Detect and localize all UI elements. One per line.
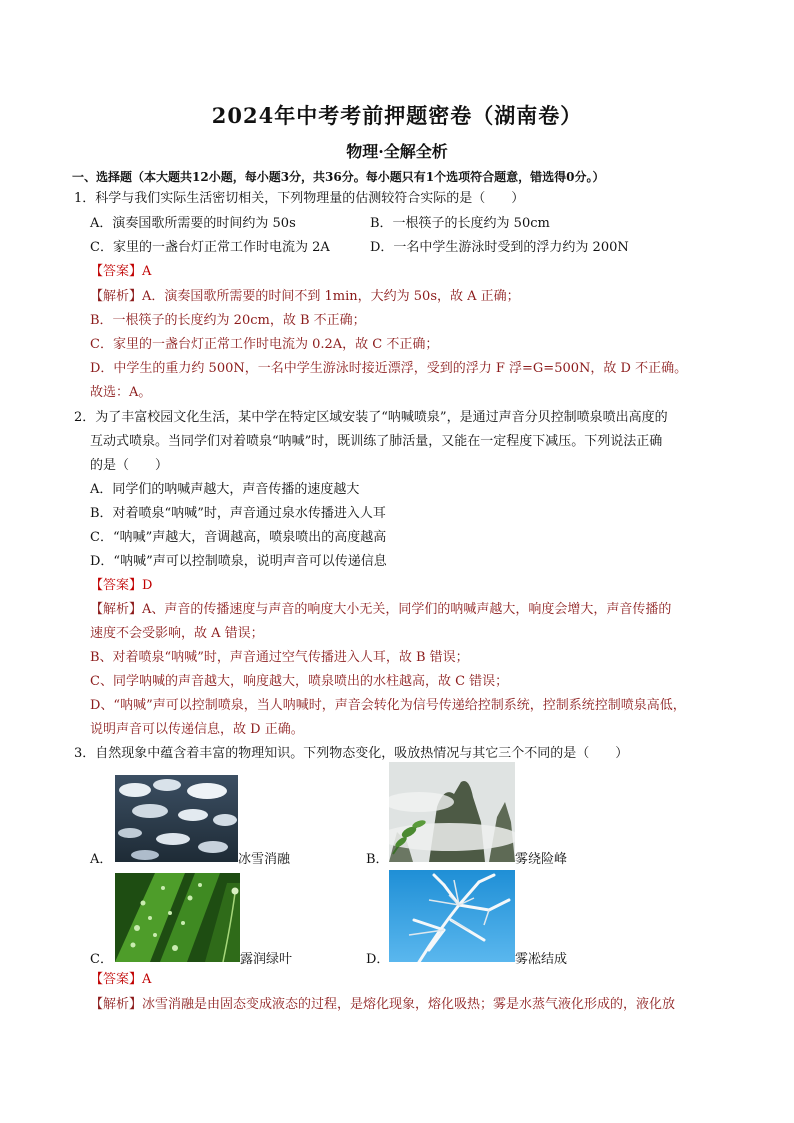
q2-stem: 互动式喷泉。当同学们对着喷泉“呐喊”时，既训练了肺活量，又能在一定程度下减压。下列说法正确: [90, 434, 663, 449]
fog-around-peaks-image: [389, 762, 515, 862]
q1-option-b: B．一根筷子的长度约为 50cm: [370, 216, 550, 231]
q1-option-c: C．家里的一盏台灯正常工作时电流为 2A: [90, 240, 330, 255]
q2-option-b: B．对着喷泉“呐喊”时，声音通过泉水传播进入人耳: [90, 506, 386, 521]
q2-option-d: D．“呐喊”声可以控制喷泉，说明声音可以传递信息: [90, 554, 387, 569]
q3-stem: 3．自然现象中蕴含着丰富的物理知识。下列物态变化，吸放热情况与其它三个不同的是（ ）: [74, 746, 629, 761]
q1-option-d: D．一名中学生游泳时受到的浮力约为 200N: [370, 240, 629, 255]
dew-on-leaf-image: [115, 873, 240, 962]
q1-answer: 【答案】A: [90, 264, 152, 279]
q2-explanation-line: 说明声音可以传递信息，故 D 正确。: [90, 722, 304, 737]
q2-explanation-line: B、对着喷泉“呐喊”时，声音通过空气传播进入人耳，故 B 错误；: [90, 650, 469, 665]
q2-explanation-line: 【解析】A、声音的传播速度与声音的响度大小无关，同学们的呐喊声越大，响度会增大，声音传播的: [90, 602, 672, 617]
q1-option-a: A．演奏国歌所需要的时间约为 50s: [90, 216, 296, 231]
q2-option-c: C．“呐喊”声越大，音调越高，喷泉喷出的高度越高: [90, 530, 387, 545]
q3-option-b-caption: 雾绕险峰: [515, 852, 568, 867]
q1-explanation-line: 故选：A。: [90, 385, 152, 400]
section-heading: 一、选择题（本大题共12小题，每小题3分，共36分。每小题只有1个选项符合题意，错选得0分。）: [72, 170, 605, 184]
ice-snow-melting-image: [115, 775, 238, 862]
page-title: 2024年中考考前押题密卷（湖南卷）: [211, 103, 583, 128]
q3-option-a-caption: 冰雪消融: [238, 852, 291, 867]
q3-answer: 【答案】A: [90, 972, 152, 987]
q3-option-a-letter: A．: [90, 852, 113, 867]
q1-stem: 1．科学与我们实际生活密切相关，下列物理量的估测较符合实际的是（ ）: [74, 191, 525, 206]
q3-explanation-line: 【解析】冰雪消融是由固态变成液态的过程，是熔化现象，熔化吸热；雾是水蒸气液化形成的，液化放: [90, 997, 676, 1012]
page-subtitle: 物理·全解全析: [346, 142, 448, 161]
q1-explanation-line: B．一根筷子的长度约为 20cm，故 B 不正确；: [90, 313, 366, 328]
q2-option-a: A．同学们的呐喊声越大，声音传播的速度越大: [90, 482, 360, 497]
q3-option-c-letter: C．: [90, 952, 113, 967]
q2-stem: 2．为了丰富校园文化生活，某中学在特定区域安装了“呐喊喷泉”，是通过声音分贝控制喷泉喷出高度的: [74, 410, 668, 425]
q2-explanation-line: 速度不会受影响，故 A 错误；: [90, 626, 264, 641]
rime-frost-image: [389, 870, 515, 962]
q3-option-d-caption: 雾凇结成: [515, 952, 568, 967]
q2-explanation-line: D、“呐喊”声可以控制喷泉，当人呐喊时，声音会转化为信号传递给控制系统，控制系统控制喷泉高低，: [90, 698, 686, 713]
q3-option-c-caption: 露润绿叶: [240, 952, 293, 967]
q2-stem: 的是（ ）: [90, 458, 169, 473]
q1-explanation-line: C．家里的一盏台灯正常工作时电流为 0.2A，故 C 不正确；: [90, 337, 439, 352]
q3-option-d-letter: D．: [366, 952, 390, 967]
q1-explanation-line: D．中学生的重力约 500N，一名中学生游泳时接近漂浮，受到的浮力 F 浮=G=500N，故 D 不正确。: [90, 361, 688, 376]
q2-explanation-line: C、同学呐喊的声音越大，响度越大，喷泉喷出的水柱越高，故 C 错误；: [90, 674, 509, 689]
q1-explanation-line: 【解析】A．演奏国歌所需要的时间不到 1min，大约为 50s，故 A 正确；: [90, 289, 520, 304]
q2-answer: 【答案】D: [90, 578, 153, 593]
q3-option-b-letter: B．: [366, 852, 389, 867]
